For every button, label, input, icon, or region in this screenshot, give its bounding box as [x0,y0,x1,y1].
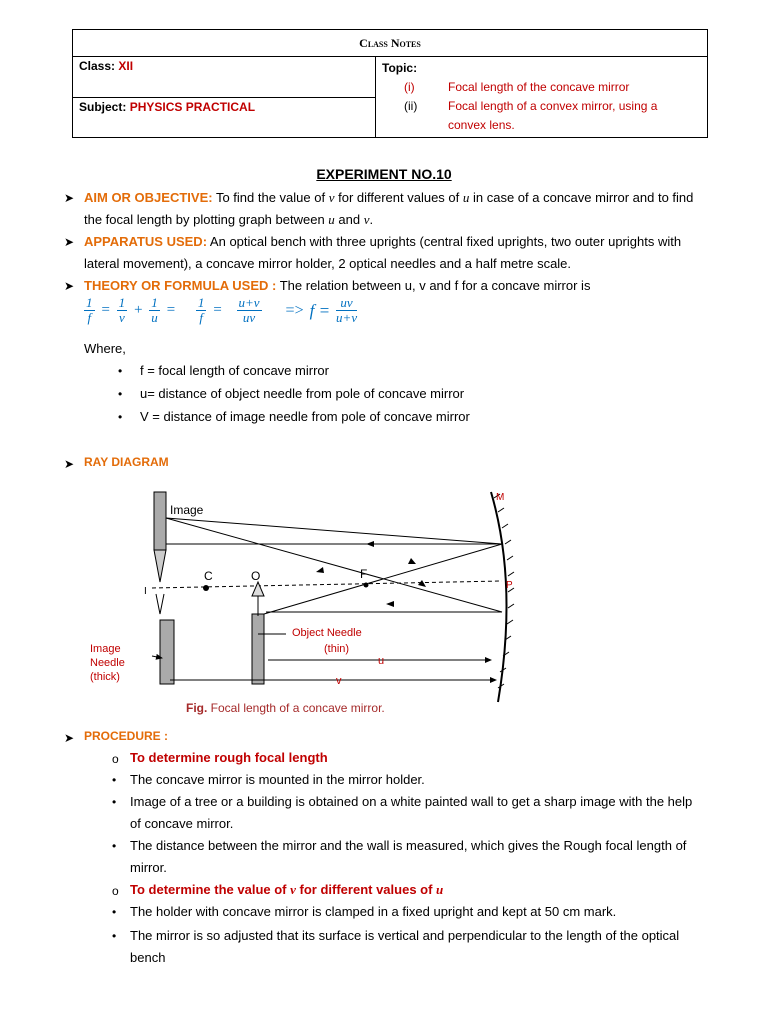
header-table [72,29,708,138]
procedure-step: of concave mirror. [130,816,234,831]
procedure-step: The mirror is so adjusted that its surface is vertical and perpendicular to the length of the optical [130,928,680,943]
topic-cell [376,57,708,138]
subject-label: Subject: [79,99,127,114]
procedure-step: Image of a tree or a building is obtained on a white painted wall to get a sharp image with the help [130,794,693,809]
label-m: M [496,492,505,503]
arrow-bullet-icon: ➤ [64,279,75,293]
class-cell [73,57,376,98]
label-i: I [144,586,147,597]
arrow-bullet-icon: ➤ [64,457,75,471]
concave-mirror [491,492,507,702]
label-object-needle-thin: (thin) [324,643,350,655]
svg-text:Needle: Needle [90,657,125,669]
arrow-bullet-icon: ➤ [64,191,75,205]
label-u: u [378,655,385,667]
aim-line-1: AIM OR OBJECTIVE: To find the value of v for different values of u in case of a concave mirror and to find [84,190,694,205]
procedure-step: mirror. [130,860,167,875]
class-label: Class: [79,59,116,73]
procedure-label: PROCEDURE : [84,729,169,743]
figure-caption: Fig. Focal length of a concave mirror. [186,701,385,715]
lens-formula: $\frac{1}{f}$ = $\frac{1}{v}$ + $\frac{1}{u}$ = $\frac{1}{f}$ = $\frac{u+v}{uv}$ => f = $\frac{uv}{u+v}$ [86,295,358,325]
where-label: Where, [84,341,126,356]
ray-diagram [86,484,526,724]
subject-value: PHYSICS PRACTICAL [129,99,256,114]
ray-diagram-label: RAY DIAGRAM [84,455,169,469]
procedure-step: bench [130,950,166,965]
aim-line-2: the focal length by plotting graph between u and v. [84,212,374,227]
label-image-needle: Image [90,643,121,655]
topic-item: (i) Focal length of the concave mirror [404,80,630,94]
procedure-step: The concave mirror is mounted in the mirror holder. [130,772,425,787]
focus-dot [364,583,369,588]
object-needle [252,614,264,684]
definition-u: u= distance of object needle from pole of concave mirror [140,386,465,401]
topic-item: convex lens. [448,118,515,132]
centre-of-curvature-dot [203,585,209,591]
label-v: v [336,675,342,687]
label-object-needle: Object Needle [292,627,362,639]
apparatus-line-1: APPARATUS USED: An optical bench with three uprights (central fixed uprights, two outer uprights with [84,234,682,249]
topic-item: (ii) Focal length of a convex mirror, using a [404,99,658,113]
page-title: Class Notes [73,30,708,57]
label-image: Image [170,503,204,517]
label-c: C [204,569,213,583]
arrow-bullet-icon: ➤ [64,731,75,745]
topic-label: Topic: [382,61,418,75]
experiment-title: EXPERIMENT NO.10 [316,166,452,182]
arrow-bullet-icon: ➤ [64,235,75,249]
procedure-sub2: To determine the value of v for different values of u [130,882,444,897]
theory-line: THEORY OR FORMULA USED : The relation between u, v and f for a concave mirror is [84,278,591,293]
procedure-sub1: To determine rough focal length [130,750,328,765]
svg-text:(thick): (thick) [90,671,120,683]
label-p: P [506,580,513,591]
definition-v: V = distance of image needle from pole of concave mirror [140,409,470,424]
class-value: XII [118,59,134,73]
image-needle-bottom [160,620,174,684]
image-needle-top [154,492,166,550]
procedure-step: The distance between the mirror and the wall is measured, which gives the Rough focal length of [130,838,687,853]
definition-f: f = focal length of concave mirror [140,363,329,378]
subject-cell [73,97,376,138]
apparatus-line-2: lateral movement), a concave mirror holder, 2 optical needles and a half metre scale. [84,256,572,271]
procedure-step: The holder with concave mirror is clamped in a fixed upright and kept at 50 cm mark. [130,904,617,919]
label-o: O [251,569,261,583]
label-f: F [360,567,368,581]
